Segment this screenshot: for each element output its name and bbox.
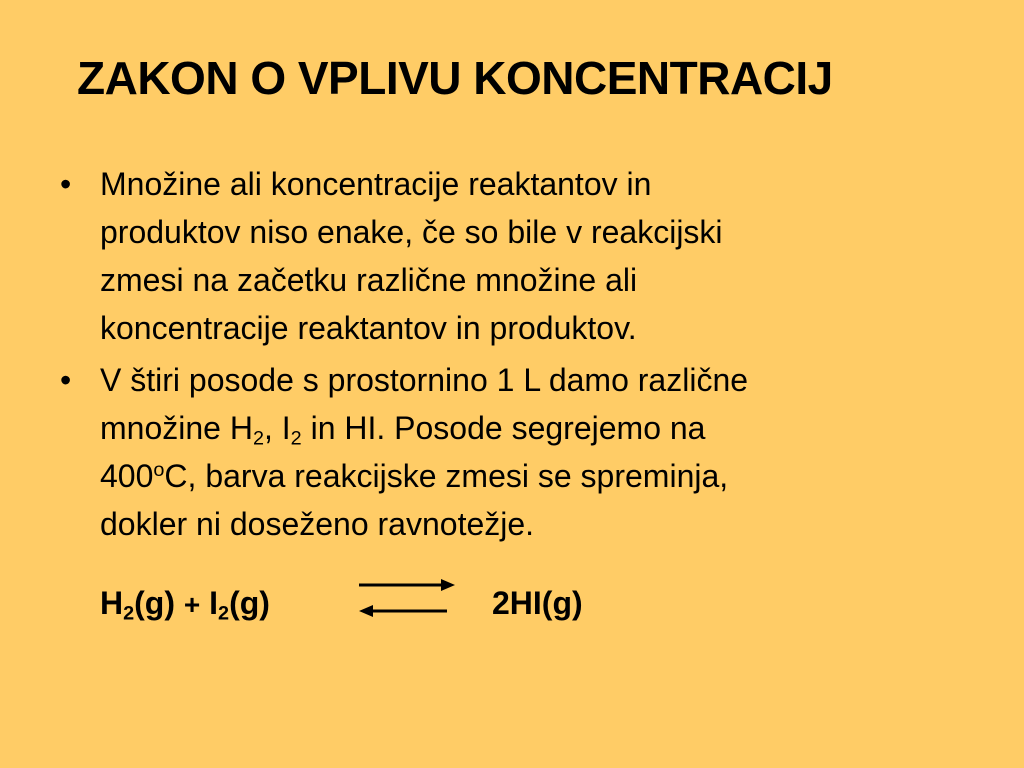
eq-i: I: [209, 585, 219, 621]
eq-h-state: (g): [134, 585, 175, 621]
bullet1-line4: koncentracije reaktantov in produktov.: [100, 310, 637, 346]
eq-i-subscript: 2: [218, 602, 230, 625]
bullet2-line2: [100, 404, 960, 452]
bullet1-line2: produktov niso enake, če so bile v reakcijski: [100, 214, 723, 250]
bullet2-line2-text-a: množine H: [100, 410, 253, 446]
h2-subscript: 2: [252, 427, 264, 450]
eq-h-subscript: 2: [123, 602, 135, 625]
bullet-marker: •: [60, 362, 72, 398]
eq-i-state: (g): [229, 585, 270, 621]
bullet2-line3-text-a: 400: [100, 458, 154, 494]
bullet2-line2-text-c: in HI. Posode segrejemo na: [301, 410, 706, 446]
bullet1-line1: Množine ali koncentracije reaktantov in: [100, 166, 652, 202]
bullet2-line1: V štiri posode s prostornino 1 L damo različne: [100, 362, 749, 398]
bullet2-line4: dokler ni doseženo ravnotežje.: [100, 506, 535, 542]
bullet-marker: •: [60, 166, 72, 202]
i2-subscript: 2: [290, 427, 302, 450]
bullet-list: [60, 160, 960, 548]
equation-product: 2HI(g): [492, 585, 583, 621]
bullet2-line3-text-b: C, barva reakcijske zmesi se spreminja,: [164, 458, 729, 494]
bullet2-line3: [100, 452, 960, 500]
bullet1-line3: zmesi na začetku različne množine ali: [100, 262, 638, 298]
eq-h: H: [100, 585, 124, 621]
bullet2-line2-text-b: , I: [263, 410, 291, 446]
bullet-item-2: [60, 356, 960, 548]
bullet-item-1: [60, 160, 960, 352]
equation-reactants: [100, 576, 270, 632]
slide-title: ZAKON O VPLIVU KONCENTRACIJ: [77, 52, 833, 104]
equilibrium-arrows-icon: [357, 577, 457, 623]
eq-plus: +: [183, 589, 201, 620]
degree-superscript: o: [153, 459, 165, 482]
